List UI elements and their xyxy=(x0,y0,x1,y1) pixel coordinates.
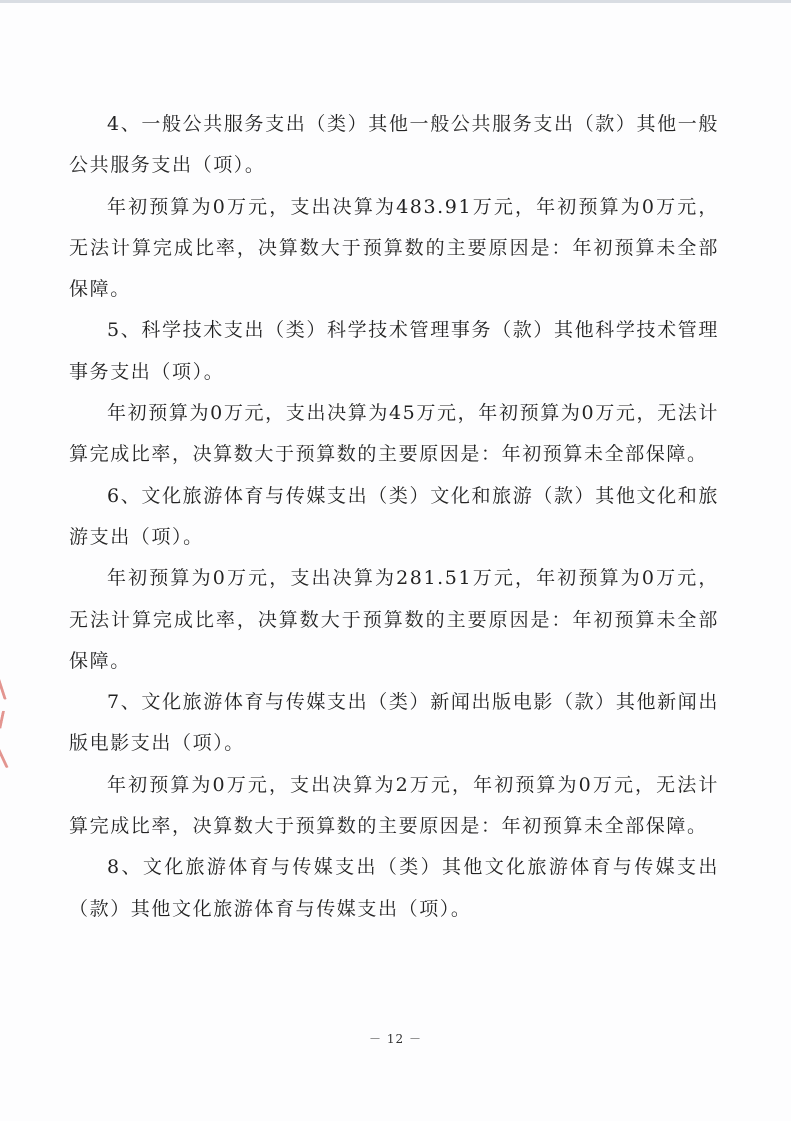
body-text xyxy=(69,104,719,930)
paragraph-item-7-heading: 7、文化旅游体育与传媒支出（类）新闻出版电影（款）其他新闻出版电影支出（项）。 xyxy=(69,691,719,755)
paragraph-item-5-detail: 年初预算为0万元，支出决算为45万元，年初预算为0万元，无法计算完成比率，决算数大于预算数的主要原因是：年初预算未全部保障。 xyxy=(69,402,719,466)
seal-fragment xyxy=(0,740,21,769)
seal-fragment xyxy=(0,710,19,731)
scan-top-edge xyxy=(0,0,791,3)
seal-fragment xyxy=(0,674,20,700)
paragraph-item-5-heading: 5、科学技术支出（类）科学技术管理事务（款）其他科学技术管理事务支出（项）。 xyxy=(69,319,719,383)
paragraph-item-6-detail: 年初预算为0万元，支出决算为281.51万元，年初预算为0万元，无法计算完成比率，决算数大于预算数的主要原因是：年初预算未全部保障。 xyxy=(69,567,719,672)
paragraph-item-7-detail: 年初预算为0万元，支出决算为2万元，年初预算为0万元，无法计算完成比率，决算数大于预算数的主要原因是：年初预算未全部保障。 xyxy=(69,773,719,838)
page-number: － 12 － xyxy=(369,1032,422,1046)
paragraph-item-6-heading: 6、文化旅游体育与传媒支出（类）文化和旅游（款）其他文化和旅游支出（项）。 xyxy=(69,484,719,548)
paragraph-item-8-heading: 8、文化旅游体育与传媒支出（类）其他文化旅游体育与传媒支出（款）其他文化旅游体育与传媒支出（项）。 xyxy=(69,856,719,920)
paragraph-item-4-heading: 4、一般公共服务支出（类）其他一般公共服务支出（款）其他一般公共服务支出（项）。 xyxy=(69,113,719,177)
paragraph-item-4-detail: 年初预算为0万元，支出决算为483.91万元，年初预算为0万元，无法计算完成比率，决算数大于预算数的主要原因是：年初预算未全部保障。 xyxy=(69,195,719,301)
